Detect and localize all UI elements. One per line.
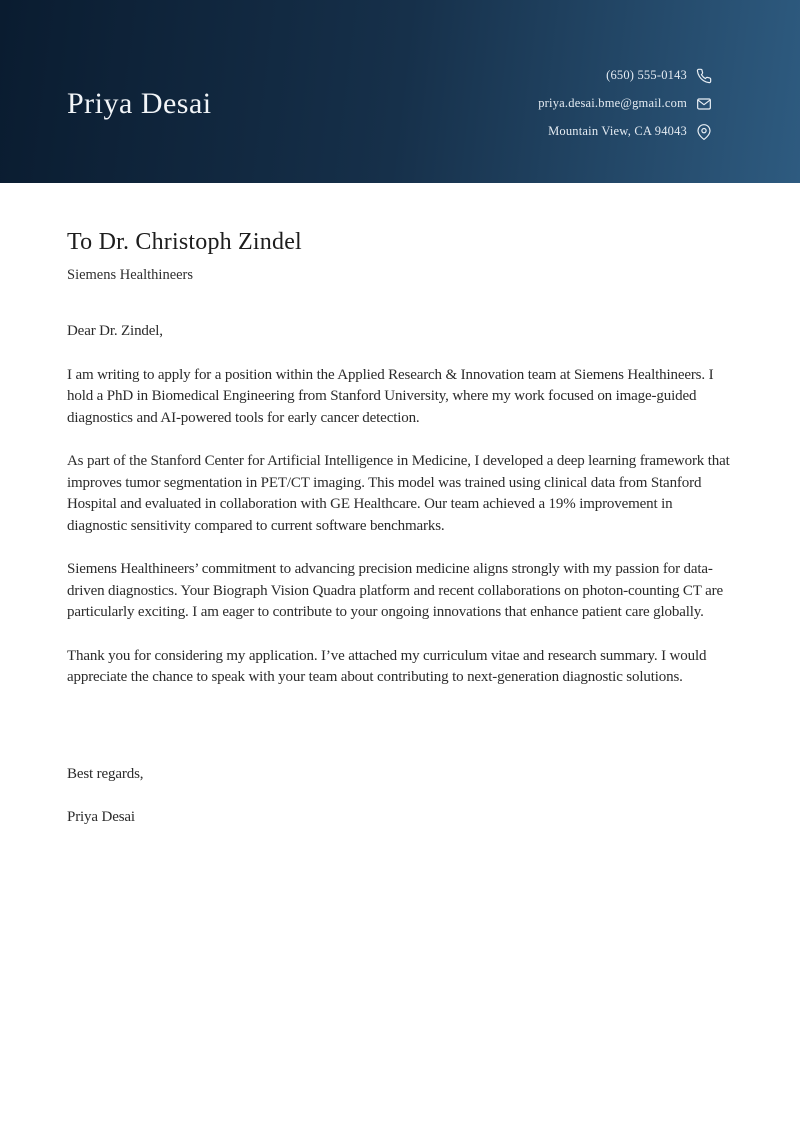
paragraph-intro: I am writing to apply for a position within the Applied Research & Innovation team at Siemens Healthineers. I hold a PhD in Biomedical Engineering from Stanford University, where my work focused on image-guided diagnostics and AI-powered tools for early cancer detection.: [67, 366, 714, 426]
contact-row-phone: [538, 68, 712, 84]
candidate-name: Priya Desai: [67, 87, 212, 120]
closing: Best regards,: [67, 765, 144, 782]
phone-number: (650) 555-0143: [606, 68, 687, 82]
email-address: priya.desai.bme@gmail.com: [538, 96, 687, 110]
location-text: Mountain View, CA 94043: [548, 124, 687, 138]
paragraph-motivation: Siemens Healthineers’ commitment to advancing precision medicine aligns strongly with my passion for data-driven diagnostics. Your Biograph Vision Quadra platform and recent collaborations on photon-counting CT are particularly exciting. I am eager to contribute to your ongoing innovations that enhance patient care globally.: [67, 561, 723, 620]
paragraph-thanks: Thank you for considering my application. I’ve attached my curriculum vitae and research summary. I would appreciate the chance to speak with your team about contributing to next-generation diagnostic solutions.: [67, 647, 707, 685]
salutation: Dear Dr. Zindel,: [67, 323, 163, 339]
recipient-name: To Dr. Christoph Zindel: [67, 229, 302, 255]
contact-row-email: [538, 96, 712, 112]
cover-letter-body: [0, 183, 800, 829]
mail-icon: [696, 96, 712, 112]
header-band: [0, 0, 800, 183]
contact-row-location: [538, 124, 712, 140]
signature-name: Priya Desai: [67, 809, 135, 825]
recipient-company: Siemens Healthineers: [67, 267, 194, 283]
paragraph-experience: As part of the Stanford Center for Artificial Intelligence in Medicine, I developed a deep learning framework that improves tumor segmentation in PET/CT imaging. This model was trained using clinical data from Stanford Hospital and evaluated in collaboration with GE Healthcare. Our team achieved a 19% improvement in diagnostic sensitivity compared to current software benchmarks.: [67, 453, 730, 534]
contact-block: [538, 68, 712, 140]
phone-icon: [696, 68, 712, 84]
location-pin-icon: [696, 124, 712, 140]
